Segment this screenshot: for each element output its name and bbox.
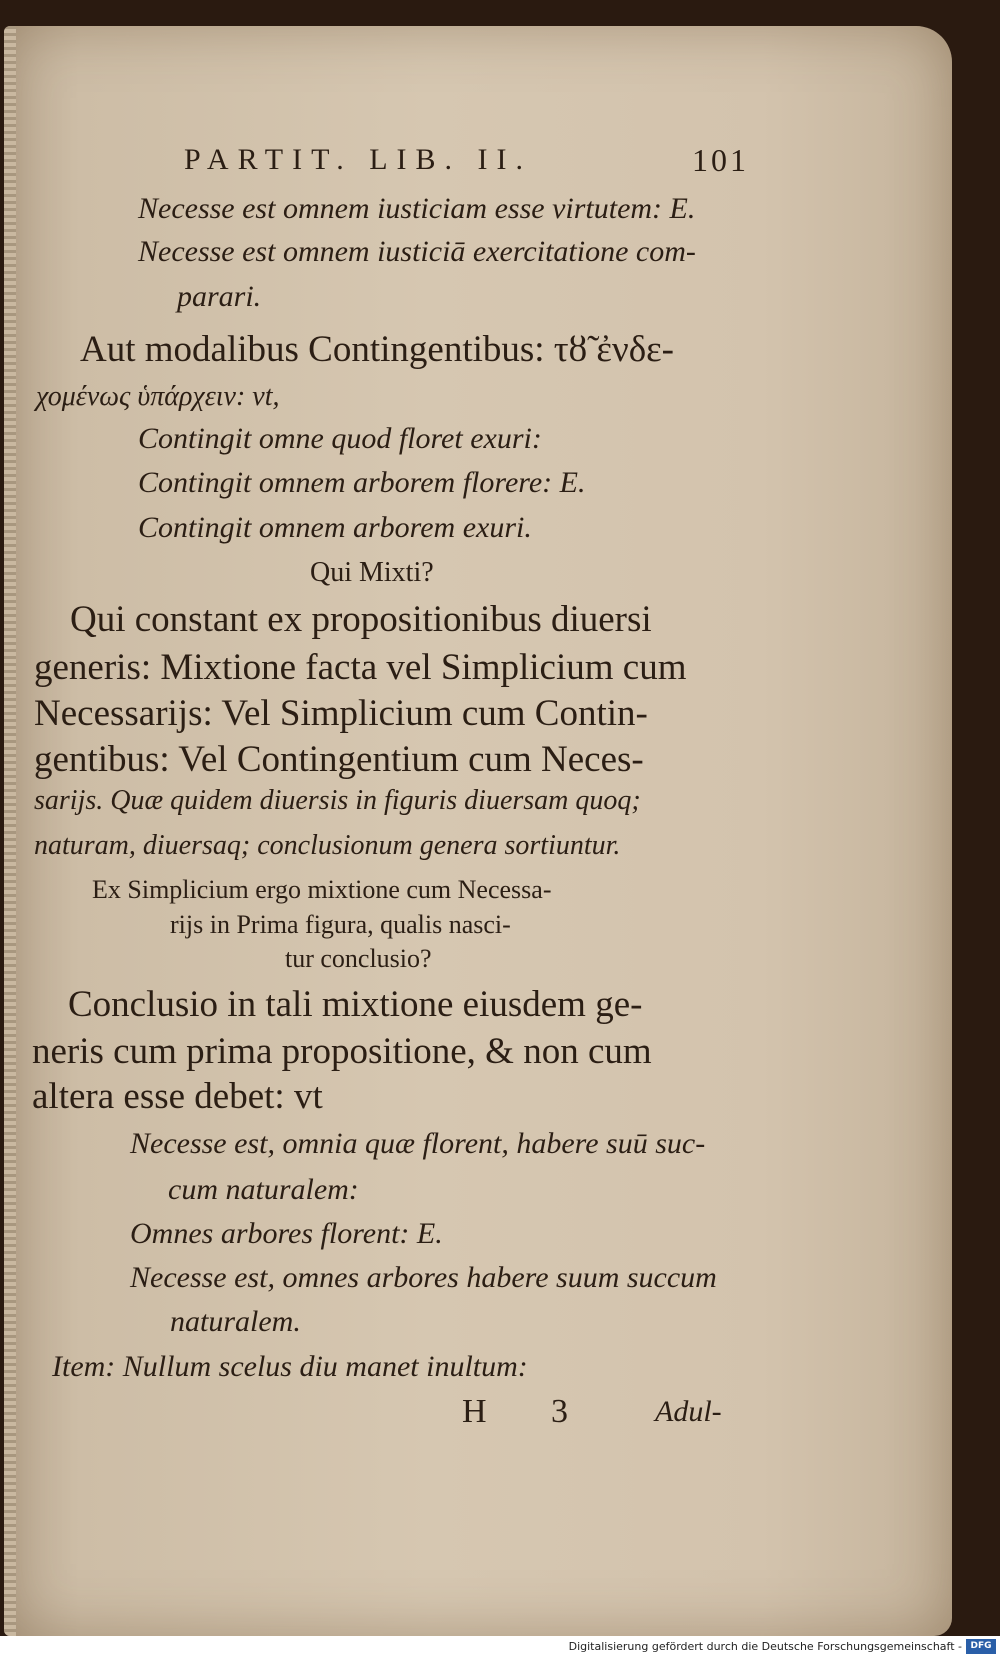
running-title: PARTIT. LIB. II.: [184, 143, 533, 176]
text-line: Contingit omne quod floret exuri:: [138, 422, 542, 455]
page-number: 101: [692, 142, 749, 178]
text-line: neris cum prima propositione, & non cum: [32, 1031, 652, 1072]
text-line: Contingit omnem arborem florere: E.: [138, 466, 586, 499]
text-line: Contingit omnem arborem exuri.: [138, 511, 532, 544]
text-line: sarijs. Quæ quidem diuersis in figuris diuersam quoq;: [34, 785, 641, 816]
page-edge: [4, 26, 16, 1636]
text-line: Qui constant ex propositionibus diuersi: [70, 599, 652, 640]
text-line: Aut modalibus Contingentibus: τȣ̃ ἐνδε-: [80, 329, 674, 370]
text-line: Necesse est, omnes arbores habere suum succum: [130, 1261, 717, 1294]
digitization-footer: [0, 1636, 1000, 1659]
text-line: Necesse est omnem iusticiā exercitatione com-: [138, 235, 696, 268]
text-line: Necessarijs: Vel Simplicium cum Contin-: [34, 693, 648, 734]
text-line: χομένως ὑπάρχειν: vt,: [36, 381, 280, 412]
text-line: altera esse debet: vt: [32, 1076, 323, 1117]
text-line: naturam, diuersaq; conclusionum genera sortiuntur.: [34, 830, 621, 861]
text-line: Item: Nullum scelus diu manet inultum:: [52, 1350, 528, 1383]
footer-credit: Digitalisierung gefördert durch die Deutsche Forschungsgemeinschaft -: [568, 1640, 962, 1653]
section-question: Qui Mixti?: [310, 557, 434, 588]
text-line: gentibus: Vel Contingentium cum Neces-: [34, 739, 644, 780]
text-line: Omnes arbores florent: E.: [130, 1217, 443, 1250]
text-line: Conclusio in tali mixtione eiusdem ge-: [68, 984, 643, 1025]
dfg-logo: DFG: [966, 1639, 996, 1654]
catchword: Adul-: [655, 1395, 722, 1428]
text-line: naturalem.: [170, 1305, 301, 1338]
section-question: rijs in Prima figura, qualis nasci-: [170, 910, 511, 939]
text-line: generis: Mixtione facta vel Simplicium cum: [34, 647, 687, 688]
text-line: cum naturalem:: [168, 1173, 359, 1206]
text-line: parari.: [177, 280, 262, 313]
text-line: Necesse est, omnia quæ florent, habere suū suc-: [130, 1127, 706, 1160]
section-question: tur conclusio?: [285, 944, 432, 973]
section-question: Ex Simplicium ergo mixtione cum Necessa-: [92, 875, 552, 904]
text-line: Necesse est omnem iusticiam esse virtutem: E.: [138, 192, 696, 225]
signature-mark: H 3: [462, 1393, 597, 1430]
